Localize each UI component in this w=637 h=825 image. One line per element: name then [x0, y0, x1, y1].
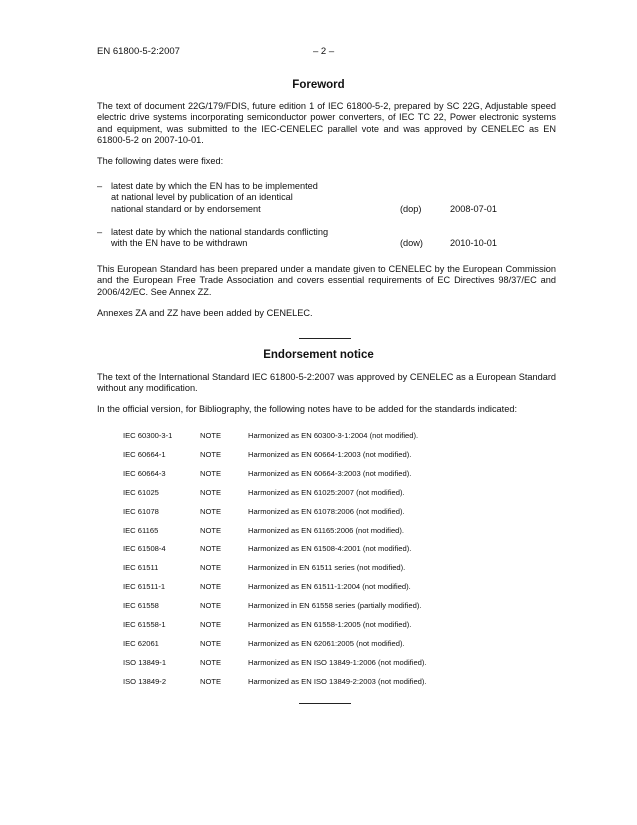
endorsement-paragraph: The text of the International Standard IEC 61800-5-2:2007 was approved by CENELEC as a European Standard without any modification. — [97, 372, 556, 394]
harmonization-text: Harmonized as EN ISO 13849-1:2006 (not modified). — [248, 657, 427, 667]
date-item-line: latest date by which the national standards conflicting — [111, 227, 329, 237]
standard-ref: IEC 62061 — [123, 638, 159, 648]
standard-ref: IEC 61165 — [123, 525, 159, 535]
harmonization-text: Harmonized as EN 61508-4:2001 (not modified). — [248, 544, 412, 554]
date-item-line: with the EN have to be withdrawn — [111, 238, 248, 249]
note-label: NOTE — [200, 431, 222, 440]
standard-ref: IEC 61078 — [123, 506, 159, 516]
date-value-dow: 2010-10-01 — [450, 238, 497, 248]
note-label: NOTE — [200, 638, 222, 648]
harmonization-text: Harmonized as EN ISO 13849-2:2003 (not modified). — [248, 676, 427, 686]
list-dash: – — [97, 227, 103, 237]
note-label: NOTE — [200, 601, 222, 611]
harmonization-text: Harmonized as EN 61165:2006 (not modified). — [248, 525, 405, 535]
annexes-paragraph: Annexes ZA and ZZ have been added by CENELEC. — [97, 308, 313, 318]
note-label: NOTE — [200, 657, 222, 667]
date-item-line: latest date by which the EN has to be implemented — [111, 181, 318, 191]
note-label: NOTE — [200, 563, 222, 573]
date-item-line: at national level by publication of an identical — [111, 192, 293, 203]
section-divider — [299, 338, 351, 339]
harmonization-text: Harmonized as EN 60664-1:2003 (not modified). — [248, 449, 412, 459]
standard-ref: ISO 13849-1 — [123, 657, 167, 667]
note-label: NOTE — [200, 676, 222, 686]
harmonization-text: Harmonized as EN 61511-1:2004 (not modified). — [248, 582, 411, 592]
date-item-line: national standard or by endorsement — [111, 203, 261, 214]
dates-intro: The following dates were fixed: — [97, 156, 224, 166]
standard-ref: IEC 61511-1 — [123, 582, 166, 592]
standard-ref: IEC 61558-1 — [123, 620, 166, 629]
document-id: EN 61800-5-2:2007 — [97, 46, 180, 57]
harmonization-text: Harmonized in EN 61558 series (partially modified). — [248, 601, 422, 611]
standard-ref: IEC 60300-3-1 — [123, 431, 173, 440]
note-label: NOTE — [200, 506, 222, 516]
harmonization-text: Harmonized as EN 61025:2007 (not modified). — [248, 487, 405, 497]
harmonization-text: Harmonized as EN 60664-3:2003 (not modified). — [248, 468, 412, 478]
standard-ref: IEC 61511 — [123, 563, 159, 573]
standard-ref: IEC 61025 — [123, 487, 159, 497]
harmonization-text: Harmonized as EN 60300-3-1:2004 (not modified). — [248, 431, 419, 440]
note-label: NOTE — [200, 525, 222, 535]
mandate-paragraph: This European Standard has been prepared under a mandate given to CENELEC by the European Commission and the European Free Trade Association and covers essential requirements of EC Directives 98/37/EC and 2006/42/EC. See Annex ZZ. — [97, 264, 556, 297]
note-label: NOTE — [200, 487, 222, 497]
harmonization-text: Harmonized in EN 61511 series (not modified). — [248, 563, 406, 573]
endorsement-title: Endorsement notice — [263, 349, 374, 361]
list-dash: – — [97, 181, 103, 191]
date-code-dow: (dow) — [400, 238, 423, 248]
standard-ref: IEC 61508-4 — [123, 544, 166, 554]
date-item-dop — [111, 181, 401, 215]
note-label: NOTE — [200, 620, 222, 629]
foreword-title: Foreword — [292, 79, 345, 91]
standard-ref: ISO 13849-2 — [123, 676, 167, 686]
harmonization-text: Harmonized as EN 62061:2005 (not modified). — [248, 638, 405, 648]
harmonization-text: Harmonized as EN 61558-1:2005 (not modified). — [248, 620, 412, 629]
note-label: NOTE — [200, 544, 222, 554]
foreword-intro-paragraph: The text of document 22G/179/FDIS, future edition 1 of IEC 61800-5-2, prepared by SC 22G, Adjustable speed electric drive systems incorporating semiconductor power converters, of IEC TC 22, Power electronic systems and equipment, was submitted to the IEC-CENELEC parallel vote and was approved by CENELEC as EN 61800-5-2 on 2007-10-01. — [97, 101, 556, 146]
bibliography-intro: In the official version, for Bibliography, the following notes have to be added for the standards indicated: — [97, 404, 517, 414]
standard-ref: IEC 60664-1 — [123, 449, 166, 459]
page-number: – 2 – — [313, 46, 335, 57]
date-item-dow — [111, 227, 401, 250]
date-code-dop: (dop) — [400, 204, 422, 214]
note-label: NOTE — [200, 582, 222, 592]
date-value-dop: 2008-07-01 — [450, 204, 497, 214]
note-label: NOTE — [200, 468, 222, 478]
standard-ref: IEC 60664-3 — [123, 468, 166, 478]
harmonization-text: Harmonized as EN 61078:2006 (not modified). — [248, 506, 405, 516]
end-divider — [299, 703, 351, 704]
standard-ref: IEC 61558 — [123, 601, 159, 611]
note-label: NOTE — [200, 449, 222, 459]
